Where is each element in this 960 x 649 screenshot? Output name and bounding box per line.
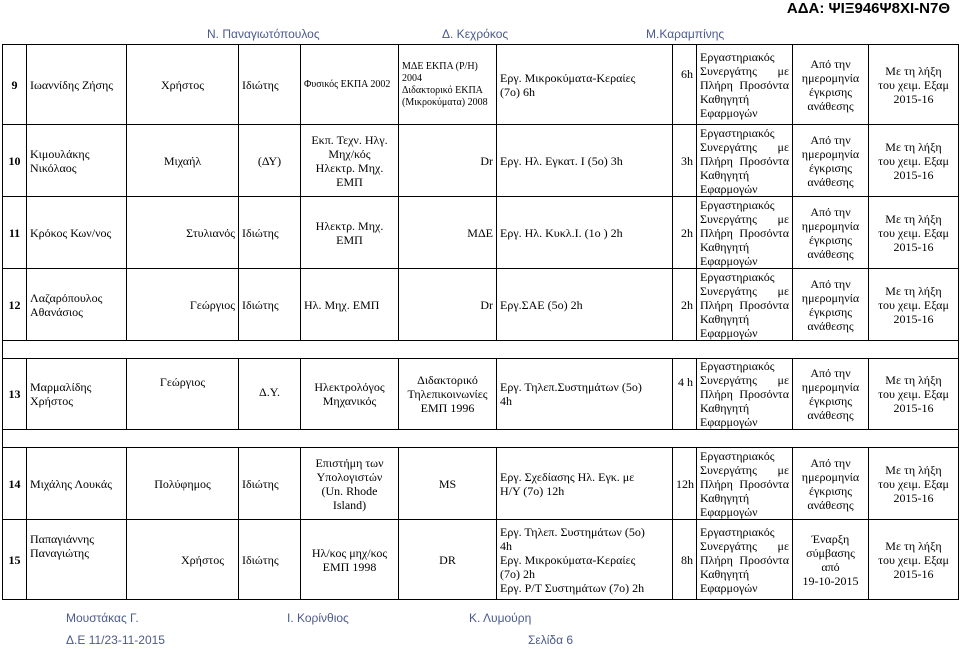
hours-cell: 4 h — [673, 359, 697, 430]
postgrad-cell: Dr — [399, 125, 497, 197]
table-row — [3, 125, 959, 197]
role-line: Πλήρη Προσόντα — [700, 297, 789, 312]
name-line: Λαζαρόπουλος — [30, 290, 103, 305]
name-line: Μαρμαλίδης — [30, 380, 92, 394]
role-cell — [697, 125, 793, 197]
from-line: Έναρξη — [811, 531, 850, 546]
until-line: 2015-16 — [893, 91, 934, 106]
until-line: Με τη λήξη — [885, 462, 942, 477]
postgrad-line: Διδακτορικό ΕΚΠΑ — [402, 84, 483, 96]
footer-page: Σελίδα 6 — [528, 633, 574, 647]
degree-line: Εκπ. Τεχν. Ηλγ. — [311, 132, 388, 147]
footer-name: Κ. Λυμούρη — [469, 611, 532, 625]
role-line: Εφαρμογών — [700, 415, 758, 429]
role-cell — [697, 197, 793, 269]
footer-name: Ι. Κορίνθιος — [287, 611, 349, 625]
until-cell — [869, 45, 959, 125]
role-line: Πλήρη Προσόντα — [700, 387, 789, 401]
until-line: Με τη λήξη — [885, 211, 942, 226]
name-cell — [27, 359, 127, 430]
father-cell: Χρήστος — [127, 45, 239, 125]
until-line: 2015-16 — [893, 311, 934, 326]
name-cell: Ιωαννίδης Ζήσης — [27, 45, 127, 125]
degree-line: Island) — [332, 497, 367, 512]
name-cell: Κρόκος Κων/νος — [27, 197, 127, 269]
table-gap — [3, 341, 959, 359]
name-line: Αθανάσιος — [30, 304, 83, 319]
father-cell: Χρήστος — [127, 520, 239, 600]
role-line: Εφαρμογών — [700, 325, 758, 340]
postgrad-cell: ΜΔΕ — [399, 197, 497, 269]
courses-cell: Εργ. Ηλ. Εγκατ. Ι (5ο) 3h — [497, 125, 673, 197]
until-line: του χειμ. Εξαμ — [878, 552, 949, 567]
role-cell — [697, 448, 793, 520]
header-name: Μ.Καραμπίνης — [646, 27, 725, 41]
role-line: Εφαρμογών — [700, 580, 758, 595]
from-line: Από την — [810, 366, 851, 380]
from-line: ημερομηνία — [801, 70, 860, 85]
role-line: Εφαρμογών — [700, 105, 758, 120]
from-line: σύμβασης — [806, 545, 855, 560]
name-line: Χρήστος — [30, 394, 73, 408]
name-cell: Μιχάλης Λουκάς — [27, 448, 127, 520]
postgrad-line: Τηλεπικοινωνίες — [407, 387, 488, 401]
until-line: 2015-16 — [893, 566, 934, 581]
from-cell — [793, 520, 869, 600]
role-line: Καθηγητή — [700, 566, 750, 581]
degree-line: (Un. Rhode — [321, 483, 378, 498]
role-line: Συνεργάτης με — [700, 373, 789, 387]
postgrad-line: 2004 — [402, 72, 422, 84]
row-number: 11 — [3, 197, 27, 269]
role-line: Εργαστηριακός — [700, 269, 775, 284]
from-line: Από την — [810, 56, 851, 71]
courses-cell — [497, 359, 673, 430]
row-number: 14 — [3, 448, 27, 520]
until-line: Με τη λήξη — [885, 538, 942, 553]
until-line: 2015-16 — [893, 490, 934, 505]
name-line: Κιμουλάκης — [30, 146, 90, 161]
from-line: έγκρισης — [808, 160, 853, 175]
role-line: Πλήρη Προσόντα — [700, 153, 789, 168]
until-line: του χειμ. Εξαμ — [878, 225, 949, 240]
from-line: από — [821, 559, 840, 574]
course-line: Εργ. Τηλεπ. Συστημάτων (5ο) — [500, 524, 645, 539]
role-line: Εργαστηριακός — [700, 49, 775, 64]
from-line: ανάθεσης — [807, 98, 854, 113]
postgrad-line: ΜΔΕ ΕΚΠΑ (Ρ/Η) — [402, 60, 478, 72]
course-line: 4h — [500, 538, 512, 553]
degree-cell — [301, 520, 399, 600]
until-cell — [869, 359, 959, 430]
from-line: Από την — [810, 276, 851, 291]
course-line: (7ο) 6h — [500, 84, 535, 99]
row-number: 9 — [3, 45, 27, 125]
from-cell — [793, 269, 869, 341]
degree-line: ΕΜΠ 1998 — [322, 559, 377, 574]
name-line: Παπαγιάννης — [30, 532, 94, 546]
role-line: Εφαρμογών — [700, 504, 758, 519]
from-line: ανάθεσης — [807, 318, 854, 333]
degree-line: ΕΜΠ — [336, 232, 363, 247]
role-line: Καθηγητή — [700, 490, 750, 505]
course-line: (7ο) 2h — [500, 566, 535, 581]
role-line: Συνεργάτης με — [700, 283, 789, 298]
from-line: έγκρισης — [808, 394, 853, 408]
header-name: Ν. Παναγιωτόπουλος — [207, 27, 320, 41]
until-line: Με τη λήξη — [885, 139, 942, 154]
from-line: Από την — [810, 204, 851, 219]
role-line: Εφαρμογών — [700, 181, 758, 196]
from-line: ανάθεσης — [807, 408, 854, 422]
row-number: 13 — [3, 359, 27, 430]
postgrad-cell — [399, 359, 497, 430]
father-cell: Γεώργιος — [127, 269, 239, 341]
from-line: ανάθεσης — [807, 246, 854, 261]
until-line: του χειμ. Εξαμ — [878, 297, 949, 312]
from-cell — [793, 125, 869, 197]
role-line: Καθηγητή — [700, 167, 750, 182]
role-line: Πλήρη Προσόντα — [700, 225, 789, 240]
course-line: Εργ. Ρ/Τ Συστημάτων (7ο) 2h — [500, 580, 645, 595]
degree-line: Ηλ/κος μηχ/κος — [311, 545, 388, 560]
footer-date: Δ.Ε 11/23-11-2015 — [66, 633, 165, 647]
courses-cell: Εργ. Ηλ. Κυκλ.Ι. (1ο ) 2h — [497, 197, 673, 269]
degree-line: Ηλεκτρ. Μηχ. — [315, 160, 384, 175]
degree-line: ΕΜΠ — [336, 174, 363, 189]
status-cell: Ιδιώτης — [239, 45, 301, 125]
status-cell: Ιδιώτης — [239, 448, 301, 520]
father-cell: Στυλιανός — [127, 197, 239, 269]
hours-cell: 12h — [673, 448, 697, 520]
role-line: Εργαστηριακός — [700, 197, 775, 212]
role-line: Καθηγητή — [700, 311, 750, 326]
until-line: του χειμ. Εξαμ — [878, 387, 949, 401]
courses-cell — [497, 448, 673, 520]
until-line: Με τη λήξη — [885, 373, 942, 387]
role-line: Καθηγητή — [700, 401, 750, 415]
name-cell — [27, 520, 127, 600]
from-cell — [793, 359, 869, 430]
from-cell — [793, 448, 869, 520]
role-line: Εργαστηριακός — [700, 524, 775, 539]
degree-line: Μηχανικός — [322, 394, 377, 408]
from-line: 19-10-2015 — [802, 573, 859, 588]
role-cell — [697, 520, 793, 600]
role-line: Συνεργάτης με — [700, 462, 789, 477]
from-line: Από την — [810, 455, 851, 470]
status-cell: (ΔΥ) — [239, 125, 301, 197]
hours-cell: 3h — [673, 125, 697, 197]
table-row — [3, 520, 959, 600]
role-cell — [697, 359, 793, 430]
table-row — [3, 45, 959, 125]
role-line: Εργαστηριακός — [700, 125, 775, 140]
name-line: Παναγιώτης — [30, 546, 89, 560]
role-line: Εφαρμογών — [700, 253, 758, 268]
table-row — [3, 197, 959, 269]
postgrad-cell: Dr — [399, 269, 497, 341]
row-number: 10 — [3, 125, 27, 197]
from-cell — [793, 197, 869, 269]
table-row — [3, 269, 959, 341]
status-cell: Ιδιώτης — [239, 520, 301, 600]
role-line: Συνεργάτης με — [700, 211, 789, 226]
from-line: Από την — [810, 132, 851, 147]
until-line: Με τη λήξη — [885, 63, 942, 78]
status-cell: Δ.Υ. — [239, 359, 301, 430]
until-cell — [869, 448, 959, 520]
postgrad-cell: MS — [399, 448, 497, 520]
until-line: 2015-16 — [893, 401, 934, 415]
postgrad-line: ΕΜΠ 1996 — [420, 401, 475, 415]
postgrad-cell: DR — [399, 520, 497, 600]
from-line: έγκρισης — [808, 232, 853, 247]
name-cell — [27, 125, 127, 197]
degree-line: Υπολογιστών — [316, 469, 383, 484]
postgrad-cell — [399, 45, 497, 125]
father-cell: Πολύφημος — [127, 448, 239, 520]
from-line: ανάθεσης — [807, 497, 854, 512]
courses-cell — [497, 45, 673, 125]
degree-cell — [301, 359, 399, 430]
from-line: έγκρισης — [808, 483, 853, 498]
course-line: Εργ. Σχεδίασης Ηλ. Εγκ. με — [500, 469, 635, 484]
degree-line: Ηλεκτρ. Μηχ. — [315, 218, 384, 233]
degree-cell: Φυσικός ΕΚΠΑ 2002 — [301, 45, 399, 125]
ada-code: ΑΔΑ: ΨΙΞ946Ψ8ΧΙ-Ν7Θ — [786, 0, 950, 17]
degree-line: Ηλεκτρολόγος — [314, 380, 385, 394]
footer-name: Μουστάκας Γ. — [66, 611, 139, 625]
table-row — [3, 359, 959, 430]
role-line: Καθηγητή — [700, 91, 750, 106]
courses-cell: Εργ.ΣΑΕ (5ο) 2h — [497, 269, 673, 341]
until-cell — [869, 125, 959, 197]
from-line: ημερομηνία — [801, 218, 860, 233]
course-line: Εργ. Τηλεπ.Συστημάτων (5ο) — [500, 380, 642, 394]
table-row — [3, 448, 959, 520]
degree-cell: Ηλ. Μηχ. ΕΜΠ — [301, 269, 399, 341]
from-line: ημερομηνία — [801, 469, 860, 484]
role-line: Καθηγητή — [700, 239, 750, 254]
courses-cell — [497, 520, 673, 600]
until-line: 2015-16 — [893, 239, 934, 254]
role-line: Πλήρη Προσόντα — [700, 552, 789, 567]
degree-cell — [301, 448, 399, 520]
from-line: ανάθεσης — [807, 174, 854, 189]
degree-line: Μηχ/κός — [328, 146, 371, 161]
until-cell — [869, 269, 959, 341]
hours-cell: 2h — [673, 197, 697, 269]
role-cell — [697, 45, 793, 125]
from-cell — [793, 45, 869, 125]
degree-cell — [301, 197, 399, 269]
postgrad-line: Διδακτορικό — [417, 373, 478, 387]
degree-line: Επιστήμη των — [315, 455, 384, 470]
degree-cell — [301, 125, 399, 197]
role-line: Πλήρη Προσόντα — [700, 476, 789, 491]
role-line: Εργαστηριακός — [700, 448, 775, 463]
until-line: 2015-16 — [893, 167, 934, 182]
status-cell: Ιδιώτης — [239, 197, 301, 269]
name-cell — [27, 269, 127, 341]
role-line: Συνεργάτης με — [700, 538, 789, 553]
from-line: ημερομηνία — [801, 380, 860, 394]
row-number: 15 — [3, 520, 27, 600]
hours-cell: 6h — [673, 45, 697, 125]
role-line: Συνεργάτης με — [700, 139, 789, 154]
until-line: του χειμ. Εξαμ — [878, 476, 949, 491]
until-cell — [869, 197, 959, 269]
table-gap — [3, 430, 959, 448]
hours-cell: 8h — [673, 520, 697, 600]
course-line: 4h — [500, 394, 512, 408]
row-number: 12 — [3, 269, 27, 341]
from-line: ημερομηνία — [801, 146, 860, 161]
until-line: του χειμ. Εξαμ — [878, 153, 949, 168]
from-line: έγκρισης — [808, 304, 853, 319]
status-cell: Ιδιώτης — [239, 269, 301, 341]
until-line: Με τη λήξη — [885, 283, 942, 298]
staff-table — [2, 44, 959, 600]
course-line: Εργ. Μικροκύματα-Κεραίες — [500, 70, 636, 85]
father-cell: Μιχαήλ — [127, 125, 239, 197]
role-line: Εργαστηριακός — [700, 359, 775, 373]
hours-cell: 2h — [673, 269, 697, 341]
from-line: ημερομηνία — [801, 290, 860, 305]
father-cell: Γεώργιος — [127, 359, 239, 430]
header-name: Δ. Κεχρόκος — [442, 27, 509, 41]
from-line: έγκρισης — [808, 84, 853, 99]
role-line: Πλήρη Προσόντα — [700, 77, 789, 92]
course-line: Εργ. Μικροκύματα-Κεραίες — [500, 552, 636, 567]
name-line: Νικόλαος — [30, 160, 77, 175]
until-cell — [869, 520, 959, 600]
postgrad-line: (Μικροκύματα) 2008 — [402, 96, 488, 108]
until-line: του χειμ. Εξαμ — [878, 77, 949, 92]
course-line: Η/Υ (7ο) 12h — [500, 483, 565, 498]
role-cell — [697, 269, 793, 341]
role-line: Συνεργάτης με — [700, 63, 789, 78]
